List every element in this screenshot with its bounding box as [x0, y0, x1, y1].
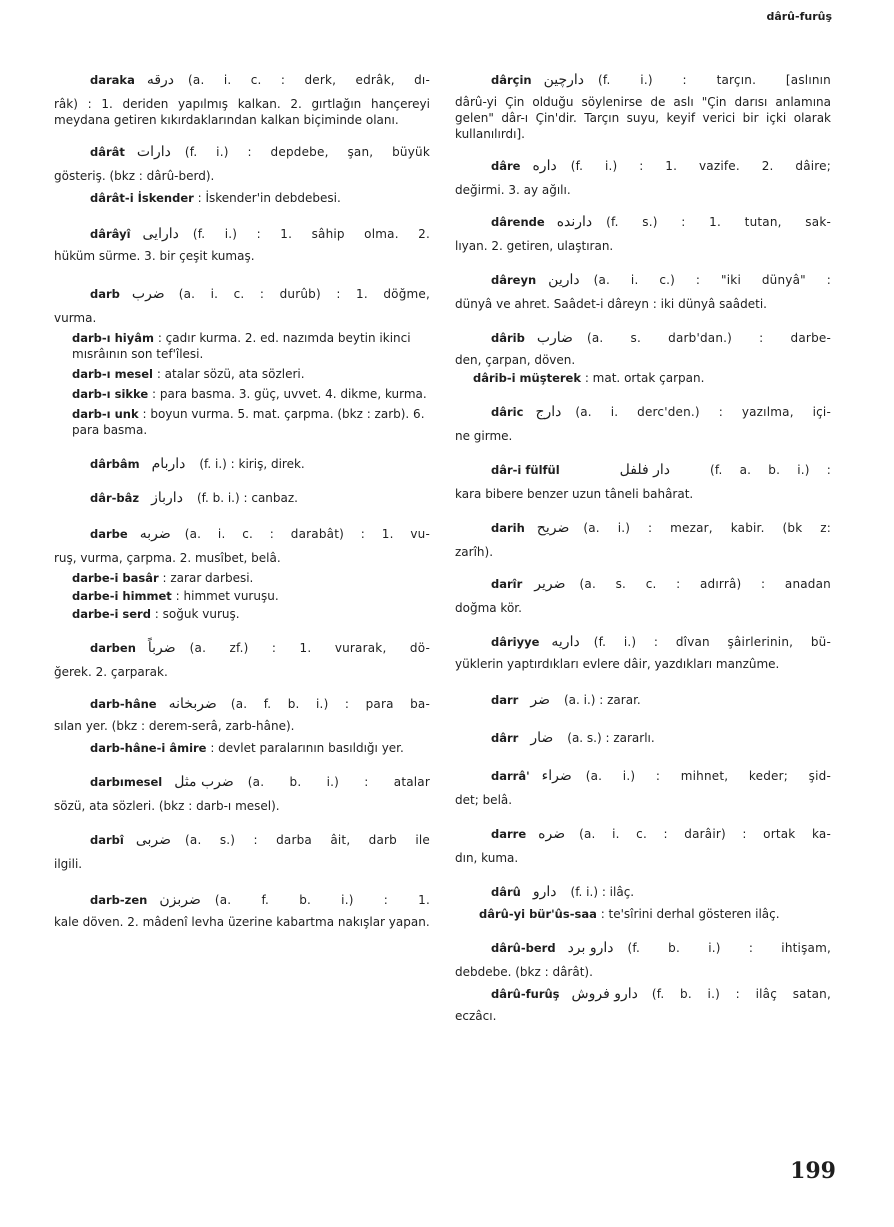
arabic-script: دارو فروش [571, 986, 638, 1002]
right-column [455, 72, 831, 1024]
arabic-script: دارچین [543, 72, 585, 88]
subentry-headword: darb-ı mesel [72, 367, 153, 381]
headword: dârâyî [90, 227, 131, 241]
arabic-script: دارباز [151, 490, 183, 506]
definition-start: (f. i.) : tarçın. [aslının [598, 73, 831, 87]
entry-daruberd [455, 940, 831, 980]
definition-start: (f. i.) : dîvan şâirlerinin, bü- [593, 635, 831, 649]
headword: darîr [491, 577, 523, 591]
definition-continued: kale döven. 2. mâdenî levha üzerine kabartma nakışlar yapan. [54, 915, 430, 929]
arabic-script: ضار [530, 730, 554, 746]
subentry-definition: : İskender'in debdebesi. [197, 191, 341, 205]
headword: darb-hâne [90, 697, 157, 711]
arabic-script: ضربخانه [168, 696, 217, 712]
subentry-darat-i-iskender [54, 190, 430, 206]
definition-continued: ilgili. [54, 857, 83, 871]
subentry-definition: : te'sîrini derhal gösteren ilâç. [600, 907, 780, 921]
entry-darbimesel [54, 774, 430, 814]
entry-darayi [54, 226, 430, 264]
definition: (f. i.) : kiriş, direk. [199, 457, 305, 471]
arabic-script: دارین [548, 272, 580, 288]
subentry-definition: : boyun vurma. 5. mat. çarpma. (bkz : zarb). 6. para basma. [72, 407, 425, 437]
definition-continued: det; belâ. [455, 793, 513, 807]
arabic-script: دارج [535, 404, 562, 420]
subentry-definition: : çadır kurma. 2. ed. nazımda beytin ikinci mısrâının son tef'îlesi. [72, 331, 411, 361]
headword: dâr-bâz [90, 491, 140, 505]
subentry-definition: : soğuk vuruş. [154, 607, 240, 621]
subentry-headword: dârib-i müşterek [473, 371, 581, 385]
entry-darr [455, 692, 831, 708]
subentry-headword: darb-ı unk [72, 407, 139, 421]
arabic-script: درقه [146, 72, 175, 88]
headword: darbî [90, 833, 124, 847]
definition-continued: den, çarpan, döven. [455, 353, 576, 367]
definition-continued: vurma. [54, 311, 97, 325]
subentry-darbe-i-himmet [54, 588, 430, 604]
page-number: 199 [790, 1158, 836, 1184]
entry-daraka [54, 72, 430, 128]
entry-darir [455, 576, 831, 616]
definition-start: (f. i.) : 1. sâhip olma. 2. [192, 227, 430, 241]
arabic-script: ضریح [536, 520, 570, 536]
arabic-script: ضریر [534, 576, 566, 592]
entry-darende [455, 214, 831, 254]
arabic-script: دار فلفل [619, 462, 671, 478]
entry-darih [455, 520, 831, 560]
definition-start: (f. b. i.) : ihtişam, [627, 941, 831, 955]
definition-start: (f. i.) : 1. vazife. 2. dâire; [570, 159, 831, 173]
headword: dârib [491, 331, 525, 345]
subentry-definition: : mat. ortak çarpan. [584, 371, 705, 385]
definition: (a. s.) : zararlı. [567, 731, 655, 745]
arabic-script: داربام [151, 456, 186, 472]
definition-start: (a. i. c. : derk, edrâk, dı- [188, 73, 430, 87]
headword: dârû [491, 885, 521, 899]
entry-darben [54, 640, 430, 680]
definition-continued: değirmi. 3. ay ağılı. [455, 183, 571, 197]
headword: darb-zen [90, 893, 148, 907]
definition-continued: râk) : 1. deriden yapılmış kalkan. 2. gırtlağın hançereyi meydana getiren kıkırdaklarından kalkan biçiminde olanı. [54, 97, 430, 127]
subentry-darbhane-i-amire [54, 740, 430, 756]
entry-dare [455, 158, 831, 198]
subentry-darb-i-hiyam [54, 330, 430, 362]
subentry-darib-i-musterek [455, 370, 831, 386]
definition-start: (a. i. c. : darâir) : ortak ka- [579, 827, 831, 841]
entry-darra [455, 768, 831, 808]
entry-darbi [54, 832, 430, 872]
definition-start: (a. zf.) : 1. vurarak, dö- [189, 641, 430, 655]
definition-continued: dın, kuma. [455, 851, 519, 865]
arabic-script: دارو [532, 884, 557, 900]
headword: dâr-i fülfül [491, 463, 560, 477]
entry-dari-fulful [455, 462, 831, 502]
subentry-headword: darbe-i basâr [72, 571, 159, 585]
headword: dâre [491, 159, 521, 173]
subentry-darb-i-mesel [54, 366, 430, 382]
entry-darbzen [54, 892, 430, 930]
arabic-script: ضره [538, 826, 566, 842]
entry-darat [54, 144, 430, 184]
entry-darbaz [54, 490, 430, 506]
subentry-darbe-i-serd [54, 606, 430, 622]
definition-continued: yüklerin yaptırdıkları evlere dâir, yazdıkları manzûme. [455, 657, 780, 671]
definition-continued: hüküm sürme. 3. bir çeşit kumaş. [54, 249, 255, 263]
arabic-script: دارنده [556, 214, 593, 230]
definition-continued: eczâcı. [455, 1009, 497, 1023]
headword: darb [90, 287, 120, 301]
headword: darben [90, 641, 136, 655]
subentry-definition: : devlet paralarının basıldığı yer. [210, 741, 404, 755]
definition-start: (a. i. derc'den.) : yazılma, içi- [575, 405, 831, 419]
subentry-darb-i-sikke [54, 386, 430, 402]
entry-daru [455, 884, 831, 900]
headword: darbe [90, 527, 128, 541]
entry-darbe [54, 526, 430, 566]
definition-continued: kara bibere benzer uzun tâneli bahârat. [455, 487, 694, 501]
headword: dârr [491, 731, 519, 745]
entry-darcin [455, 72, 831, 142]
arabic-script: ضربزن [159, 892, 201, 908]
headword: darre [491, 827, 527, 841]
subentry-daru-yi-burusaa [455, 906, 831, 922]
subentry-headword: dârât-i İskender [90, 191, 194, 205]
headword: dârende [491, 215, 545, 229]
arabic-script: داره [532, 158, 557, 174]
headword: daraka [90, 73, 135, 87]
definition: (f. b. i.) : canbaz. [196, 491, 298, 505]
arabic-script: داریه [551, 634, 580, 650]
entry-dariyye [455, 634, 831, 672]
entry-darufurus [455, 986, 831, 1024]
arabic-script: ضرب [131, 286, 165, 302]
headword: dârçin [491, 73, 532, 87]
arabic-script: ضربی [135, 832, 172, 848]
entry-darbam [54, 456, 430, 472]
headword: dârû-furûş [491, 987, 560, 1001]
running-header: dârû-furûş [766, 10, 832, 23]
definition-start: (a. i. c.) : "iki dünyâ" : [593, 273, 831, 287]
definition-start: (a. i. c. : darabât) : 1. vu- [184, 527, 430, 541]
arabic-script: ضراء [541, 768, 572, 784]
subentry-definition: : para basma. 3. güç, uvvet. 4. dikme, kurma. [152, 387, 427, 401]
definition-continued: dârû-yi Çin olduğu söylenirse de aslı "Çin darısı anlamına gelen" dâr-ı Çin'dir. Tarçın suyu, keyif verici bir içki olarak kullanılırdı]. [455, 95, 831, 141]
subentry-headword: dârû-yi bür'ûs-saa [479, 907, 597, 921]
arabic-script: ضربه [139, 526, 171, 542]
headword: dâreyn [491, 273, 537, 287]
subentry-darb-i-unk [54, 406, 430, 438]
headword: dârât [90, 145, 125, 159]
arabic-script: دارایی [142, 226, 179, 242]
subentry-definition: : atalar sözü, ata sözleri. [156, 367, 305, 381]
definition-start: (f. b. i.) : ilâç satan, [651, 987, 831, 1001]
definition-start: (f. s.) : 1. tutan, sak- [606, 215, 831, 229]
entry-darr2 [455, 730, 831, 746]
definition-start: (f. i.) : depdebe, şan, büyük [184, 145, 430, 159]
definition-continued: ruş, vurma, çarpma. 2. musîbet, belâ. [54, 551, 281, 565]
definition-start: (a. i.) : mihnet, keder; şid- [585, 769, 831, 783]
definition-continued: dünyâ ve ahret. Saâdet-i dâreyn : iki dünyâ saâdeti. [455, 297, 767, 311]
headword: dârbâm [90, 457, 140, 471]
entry-darib [455, 330, 831, 368]
definition-continued: ğerek. 2. çarparak. [54, 665, 168, 679]
arabic-script: ضر [530, 692, 550, 708]
definition-continued: debdebe. (bkz : dârât). [455, 965, 593, 979]
subentry-headword: darb-hâne-i âmire [90, 741, 207, 755]
entry-daric [455, 404, 831, 444]
arabic-script: دارو برد [567, 940, 614, 956]
headword: darrâ' [491, 769, 530, 783]
subentry-headword: darbe-i serd [72, 607, 151, 621]
definition-continued: sılan yer. (bkz : derem-serâ, zarb-hâne). [54, 719, 295, 733]
entry-darre [455, 826, 831, 866]
definition: (f. i.) : ilâç. [570, 885, 635, 899]
definition-start: (a. s. c. : adırrâ) : anadan [579, 577, 831, 591]
headword: darbımesel [90, 775, 163, 789]
subentry-definition: : zarar darbesi. [162, 571, 254, 585]
definition-continued: gösteriş. (bkz : dârû-berd). [54, 169, 215, 183]
entry-dareyn [455, 272, 831, 312]
definition: (a. i.) : zarar. [563, 693, 641, 707]
headword: darr [491, 693, 519, 707]
entry-darbhane [54, 696, 430, 734]
arabic-script: دارات [136, 144, 171, 160]
definition-start: (a. i.) : mezar, kabir. (bk z: [583, 521, 831, 535]
definition-start: (a. b. i.) : atalar [247, 775, 430, 789]
subentry-darbe-i-basar [54, 570, 430, 586]
definition-start: (a. i. c. : durûb) : 1. döğme, [178, 287, 430, 301]
subentry-headword: darbe-i himmet [72, 589, 172, 603]
definition-start: (f. a. b. i.) : [710, 463, 831, 477]
definition-continued: doğma kör. [455, 601, 522, 615]
definition-start: (a. s. darb'dan.) : darbe- [586, 331, 831, 345]
headword: dârû-berd [491, 941, 556, 955]
definition-start: (a. f. b. i.) : para ba- [230, 697, 430, 711]
arabic-script: ضرب مثل [174, 774, 234, 790]
left-column [54, 72, 430, 930]
subentry-definition: : himmet vuruşu. [175, 589, 279, 603]
definition-continued: zarîh). [455, 545, 494, 559]
definition-continued: ne girme. [455, 429, 513, 443]
headword: darih [491, 521, 525, 535]
definition-start: (a. f. b. i.) : 1. [214, 893, 430, 907]
subentry-headword: darb-ı hiyâm [72, 331, 154, 345]
arabic-script: ضارب [536, 330, 573, 346]
arabic-script: ضرباً [147, 640, 176, 656]
definition-start: (a. s.) : darba âit, darb ile [185, 833, 430, 847]
subentry-headword: darb-ı sikke [72, 387, 149, 401]
definition-continued: sözü, ata sözleri. (bkz : darb-ı mesel). [54, 799, 280, 813]
headword: dâriyye [491, 635, 540, 649]
headword: dâric [491, 405, 524, 419]
entry-darb [54, 286, 430, 326]
definition-continued: lıyan. 2. getiren, ulaştıran. [455, 239, 614, 253]
